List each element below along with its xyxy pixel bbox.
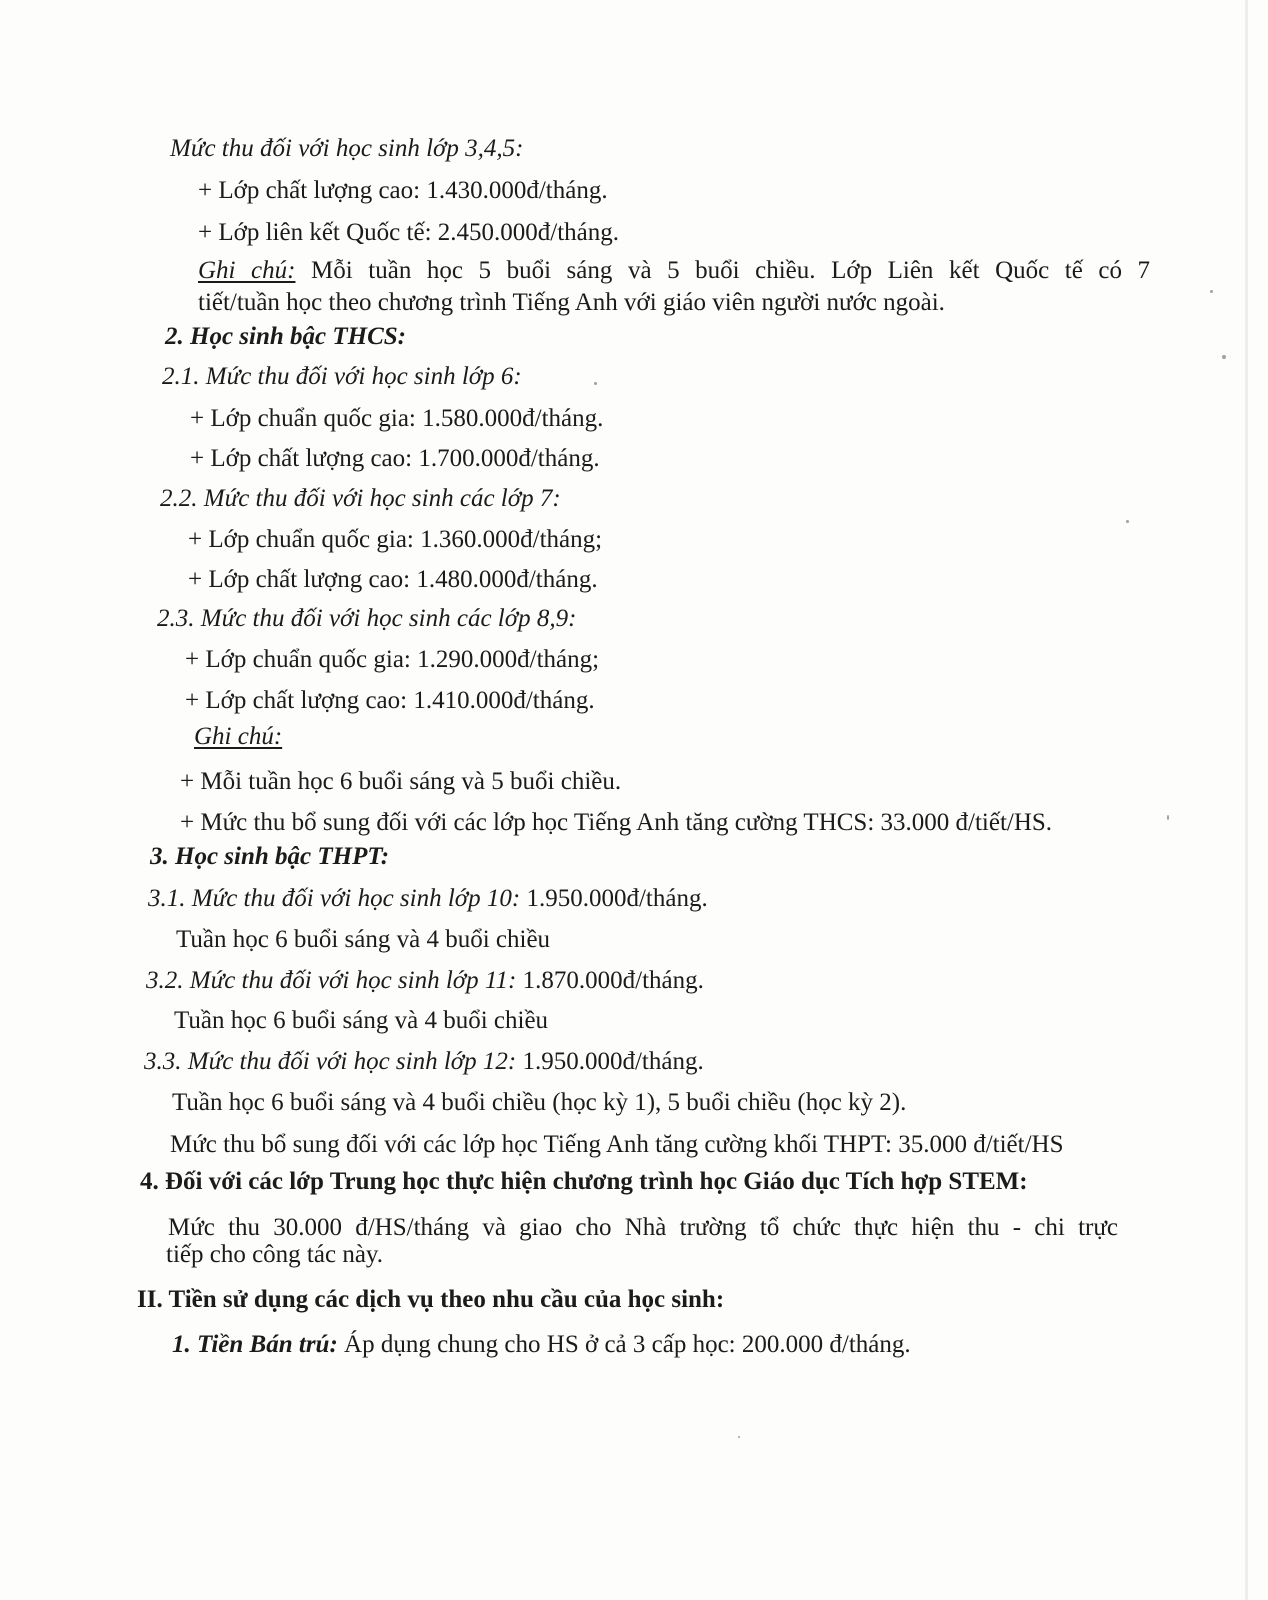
- primary-note-line: [198, 256, 1150, 286]
- thpt-grade12-label: 3.3. Mức thu đối với học sinh lớp 12:: [144, 1048, 517, 1075]
- thcs-grade6-heading: 2.1. Mức thu đối với học sinh lớp 6:: [162, 363, 522, 390]
- thpt-grade10-schedule: Tuần học 6 buổi sáng và 4 buổi chiều: [176, 926, 551, 953]
- thpt-grade12-line: [144, 1047, 704, 1077]
- thpt-grade10-line: [148, 884, 708, 914]
- thcs-grade6-item: + Lớp chất lượng cao: 1.700.000đ/tháng.: [190, 445, 600, 472]
- thpt-grade11-line: [146, 966, 704, 996]
- scan-speck: [1167, 815, 1169, 820]
- boarding-label: 1. Tiền Bán trú:: [172, 1331, 338, 1358]
- thpt-grade11-label: 3.2. Mức thu đối với học sinh lớp 11:: [146, 967, 517, 994]
- thcs-grade7-item: + Lớp chất lượng cao: 1.480.000đ/tháng.: [188, 566, 598, 593]
- thpt-grade10-fee: 1.950.000đ/tháng.: [526, 885, 708, 912]
- note-label: Ghi chú:: [198, 257, 296, 284]
- scan-speck: [1210, 290, 1213, 293]
- thpt-grade12-schedule: Tuần học 6 buổi sáng và 4 buổi chiều (học kỳ 1), 5 buổi chiều (học kỳ 2).: [172, 1089, 907, 1116]
- thcs-grade89-item: + Lớp chất lượng cao: 1.410.000đ/tháng.: [185, 687, 595, 714]
- thpt-grade12-fee: 1.950.000đ/tháng.: [522, 1048, 704, 1075]
- primary-fee-heading: Mức thu đối với học sinh lớp 3,4,5:: [170, 135, 524, 162]
- scan-speck: [738, 1436, 740, 1438]
- thpt-grade10-label: 3.1. Mức thu đối với học sinh lớp 10:: [148, 885, 521, 912]
- primary-fee-item: + Lớp liên kết Quốc tế: 2.450.000đ/tháng.: [198, 219, 619, 246]
- stem-text-cont: tiếp cho công tác này.: [166, 1241, 384, 1268]
- thpt-grade11-fee: 1.870.000đ/tháng.: [522, 967, 704, 994]
- thcs-grade89-item: + Lớp chuẩn quốc gia: 1.290.000đ/tháng;: [185, 646, 600, 673]
- primary-note-text: Mỗi tuần học 5 buổi sáng và 5 buổi chiều. Lớp Liên kết Quốc tế có 7: [311, 257, 1151, 284]
- thcs-grade7-item: + Lớp chuẩn quốc gia: 1.360.000đ/tháng;: [188, 526, 603, 553]
- thcs-note-item: + Mức thu bổ sung đối với các lớp học Tiếng Anh tăng cường THCS: 33.000 đ/tiết/HS.: [180, 809, 1053, 836]
- thpt-grade11-schedule: Tuần học 6 buổi sáng và 4 buổi chiều: [174, 1007, 549, 1034]
- stem-text: Mức thu 30.000 đ/HS/tháng và giao cho Nhà trường tổ chức thực hiện thu - chi trực: [168, 1214, 1118, 1241]
- thcs-grade7-heading: 2.2. Mức thu đối với học sinh các lớp 7:: [160, 485, 561, 512]
- thcs-note-item: + Mỗi tuần học 6 buổi sáng và 5 buổi chiều.: [180, 768, 622, 795]
- primary-note-text-cont: tiết/tuần học theo chương trình Tiếng Anh với giáo viên người nước ngoài.: [198, 289, 945, 316]
- thpt-extra-fee: Mức thu bổ sung đối với các lớp học Tiếng Anh tăng cường khối THPT: 35.000 đ/tiết/HS: [170, 1131, 1064, 1158]
- boarding-fee-line: [172, 1330, 911, 1360]
- services-heading: II. Tiền sử dụng các dịch vụ theo nhu cầu của học sinh:: [137, 1286, 725, 1313]
- stem-heading: 4. Đối với các lớp Trung học thực hiện chương trình học Giáo dục Tích hợp STEM:: [140, 1168, 1028, 1195]
- scan-speck: [1126, 520, 1129, 523]
- scan-edge-shadow: [1245, 0, 1248, 1600]
- scan-speck: [1222, 355, 1226, 359]
- thcs-heading: 2. Học sinh bậc THCS:: [165, 323, 406, 350]
- boarding-text: Áp dụng chung cho HS ở cả 3 cấp học: 200.000 đ/tháng.: [344, 1331, 911, 1358]
- scan-speck: [594, 382, 597, 385]
- primary-fee-item: + Lớp chất lượng cao: 1.430.000đ/tháng.: [198, 177, 608, 204]
- thcs-grade6-item: + Lớp chuẩn quốc gia: 1.580.000đ/tháng.: [190, 405, 604, 432]
- thcs-grade89-heading: 2.3. Mức thu đối với học sinh các lớp 8,9:: [157, 605, 577, 632]
- thpt-heading: 3. Học sinh bậc THPT:: [150, 843, 390, 870]
- thcs-note-label: Ghi chú:: [194, 723, 283, 750]
